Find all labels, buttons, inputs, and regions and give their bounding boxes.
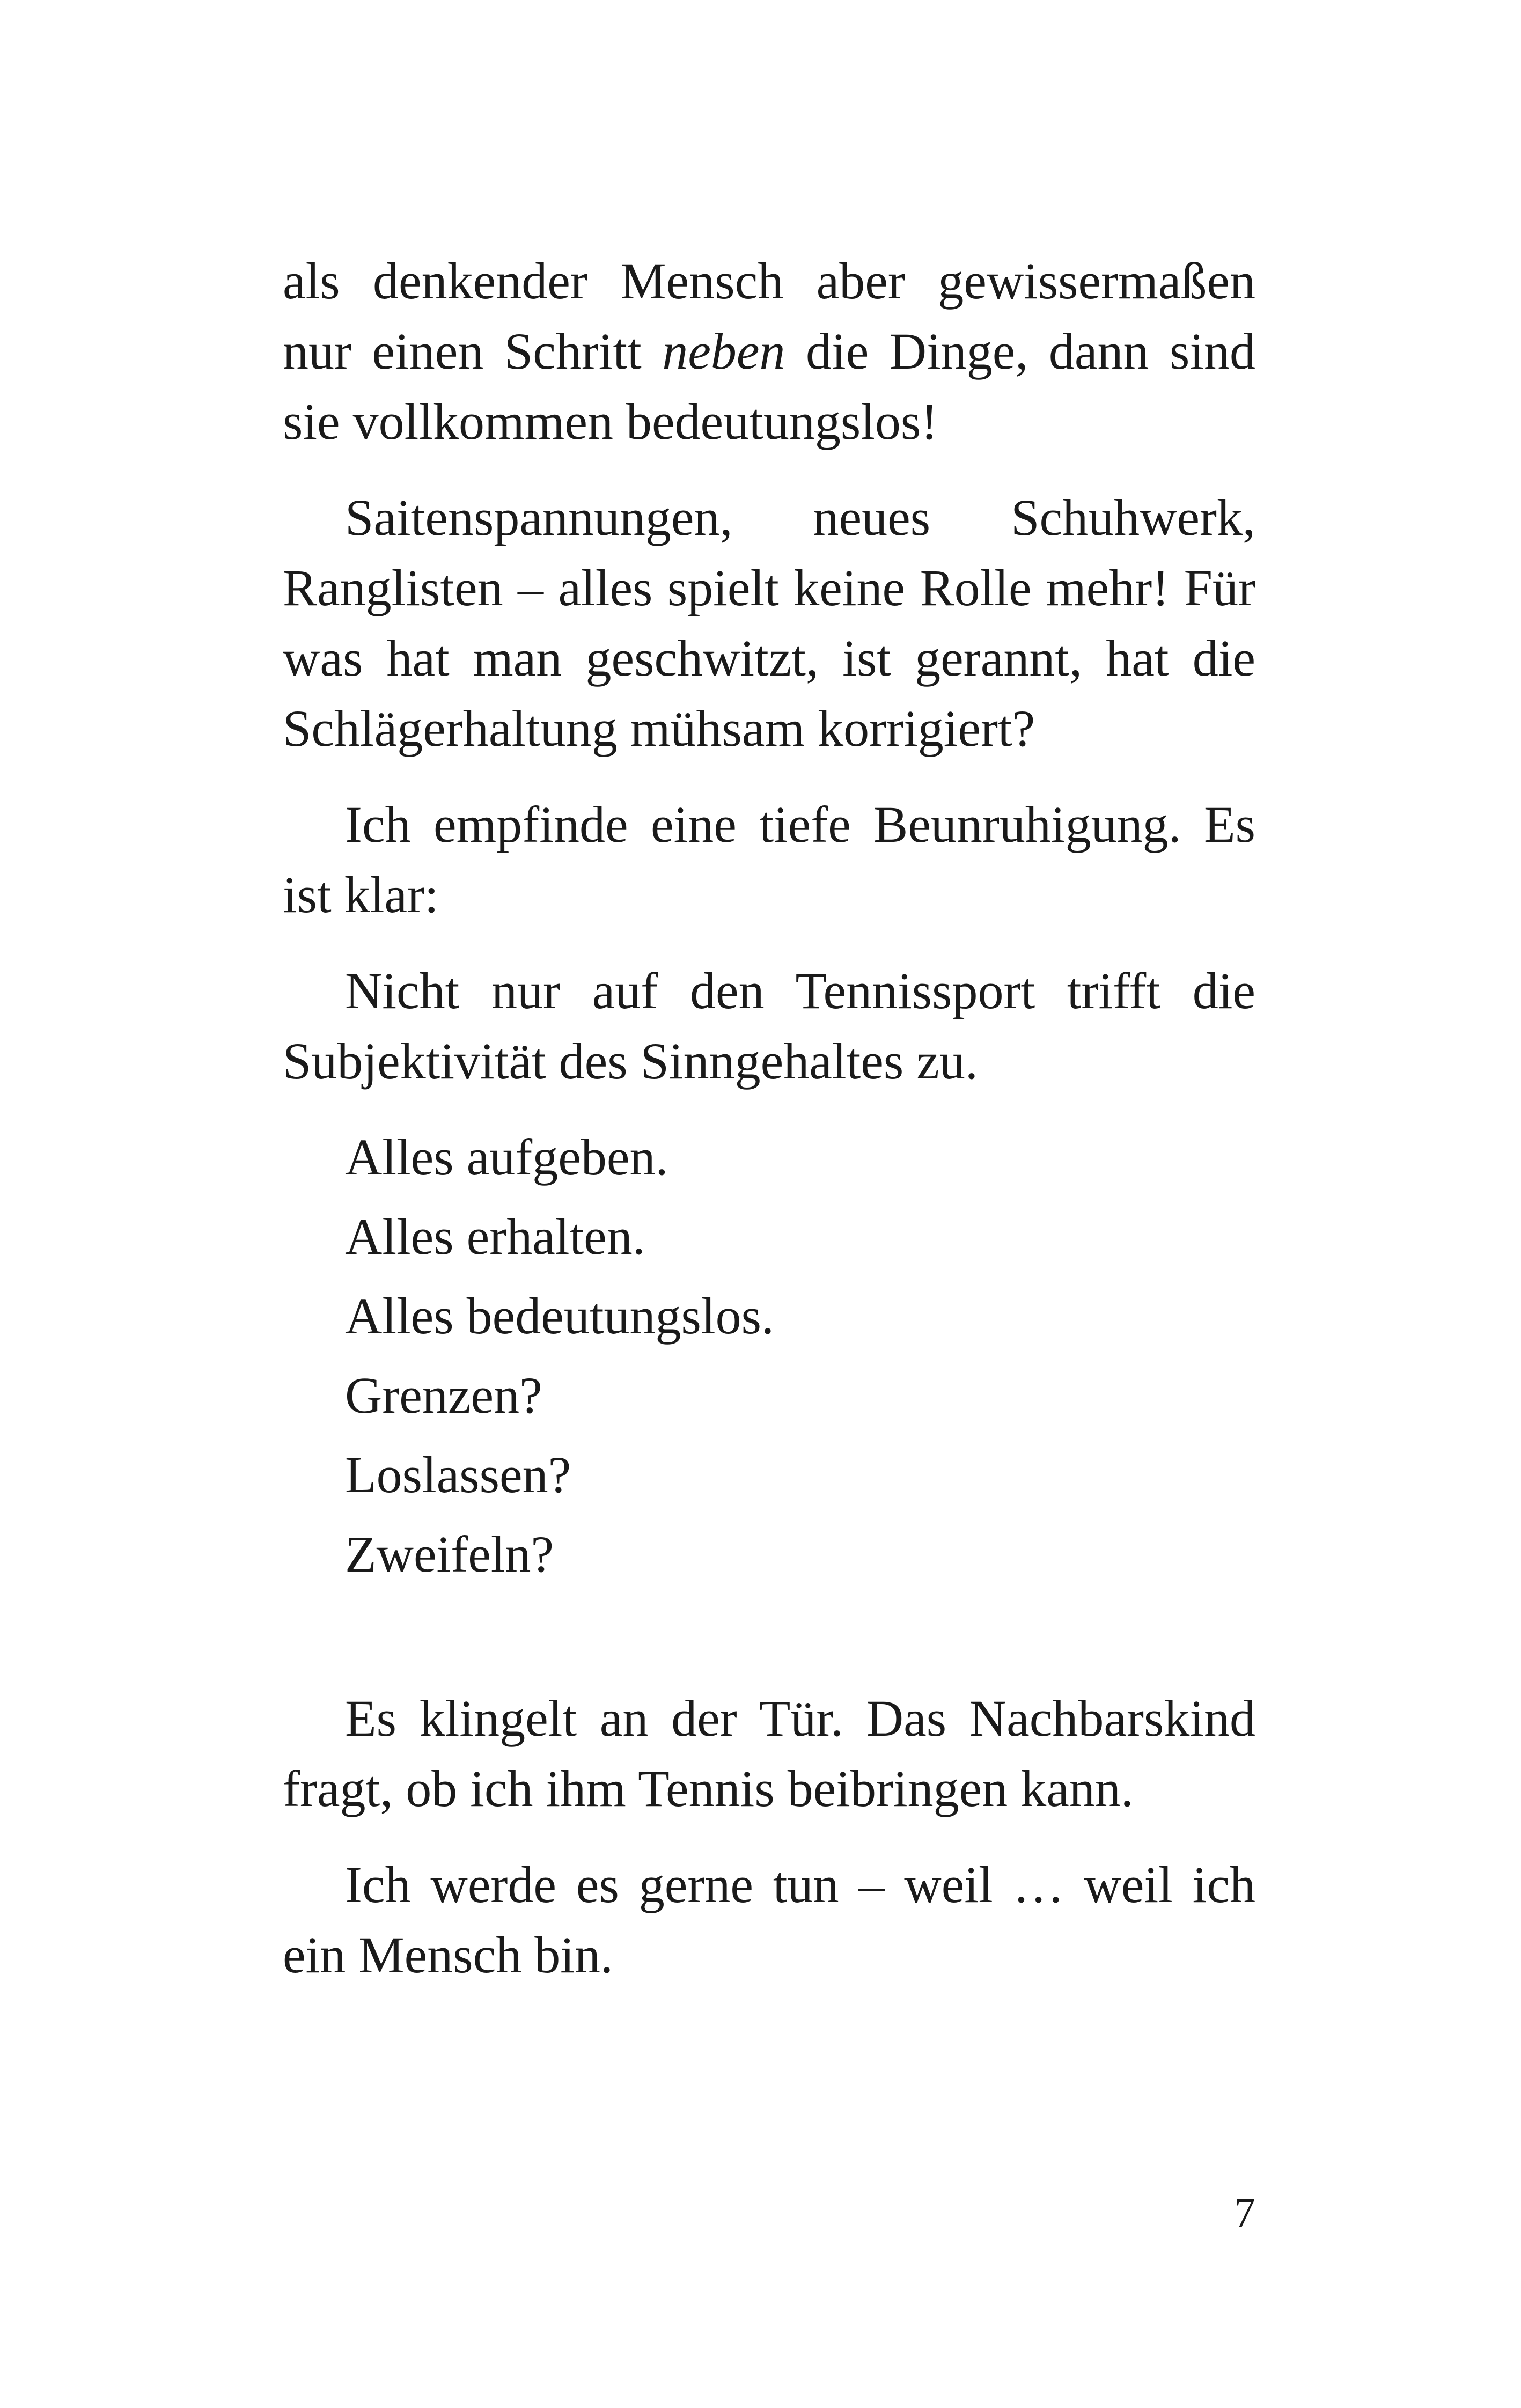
paragraph: Ich empfinde eine tiefe Beunruhigung. Es ist klar: (283, 796, 1255, 923)
body-text (283, 246, 1255, 1990)
paragraph-text: die Dinge, dann sind sie vollkommen bedeutungslos! (283, 322, 1256, 450)
paragraph-text: als denkender Mensch aber gewissermaßen nur einen Schritt (283, 252, 1255, 380)
short-line: Zweifeln? (345, 1525, 554, 1583)
paragraph: Es klingelt an der Tür. Das Nachbarskind fragt, ob ich ihm Tennis beibringen kann. (283, 1690, 1255, 1817)
paragraph: Saitenspannungen, neues Schuhwerk, Ranglisten – alles spielt keine Rolle mehr! Für was hat man geschwitzt, ist gerannt, hat die Schlägerhaltung mühsam korrigiert? (283, 489, 1255, 757)
paragraph: Ich werde es gerne tun – weil … weil ich ein Mensch bin. (283, 1856, 1255, 1984)
page-number: 7 (1234, 2190, 1255, 2237)
short-line: Grenzen? (345, 1367, 542, 1424)
short-line: Alles aufgeben. (345, 1128, 668, 1186)
short-line: Alles bedeutungslos. (345, 1287, 774, 1345)
section-gap (283, 1589, 1255, 1683)
short-lines-list (283, 1122, 1255, 1589)
short-line: Loslassen? (345, 1446, 571, 1503)
emphasized-word: neben (662, 322, 785, 380)
short-line: Alles erhalten. (345, 1208, 645, 1265)
paragraph-continuation (283, 246, 1255, 457)
paragraph: Nicht nur auf den Tennissport trifft die Subjektivität des Sinngehaltes zu. (283, 962, 1255, 1090)
